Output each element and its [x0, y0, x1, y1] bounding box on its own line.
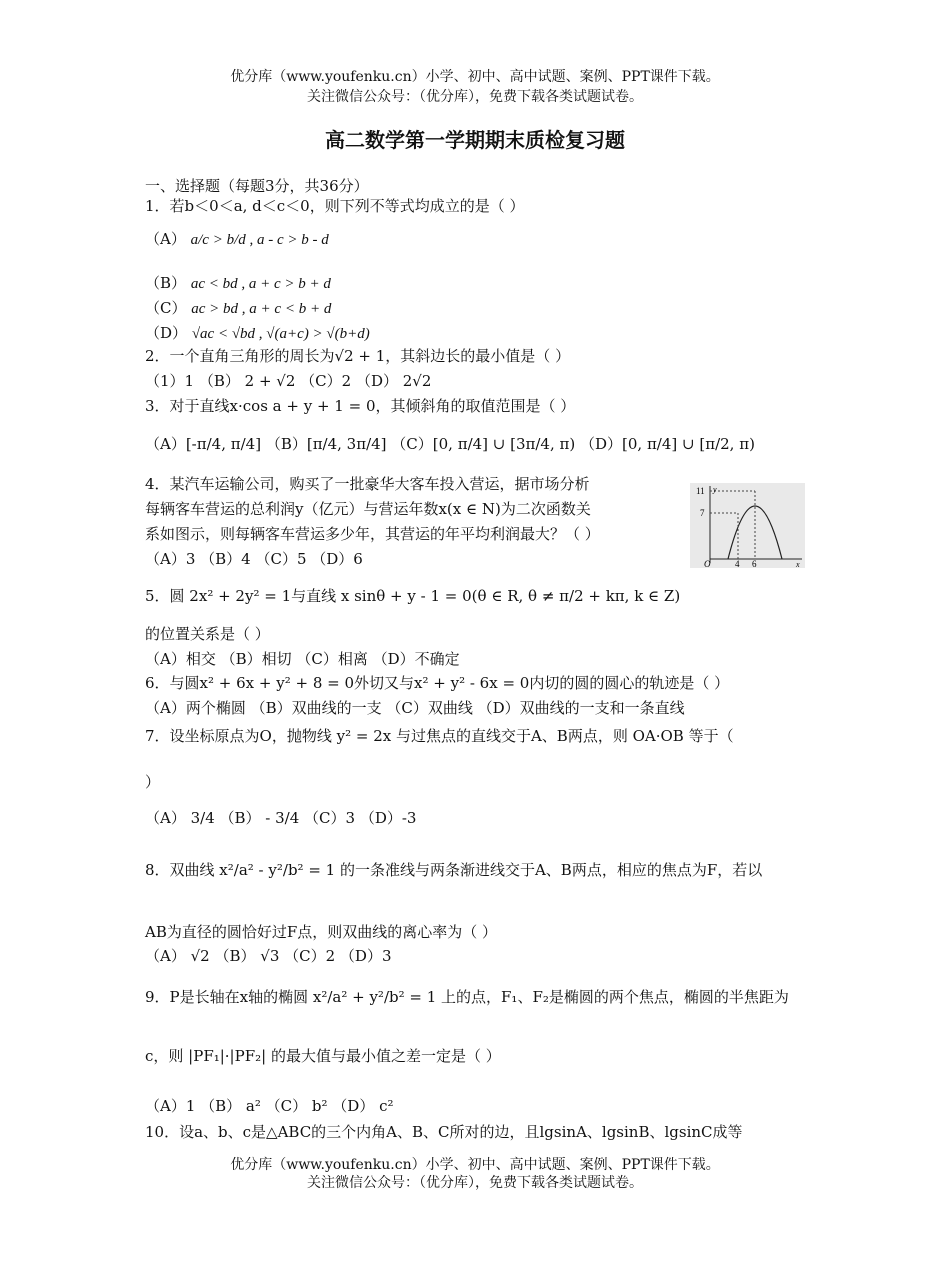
q3-options: （A）[-π/4, π/4] （B）[π/4, 3π/4] （C）[0, π/4] ∪ [3π/4, π) （D）[0, π/4] ∪ [π/2, π) [145, 435, 755, 453]
q2-options: （1）1 （B） 2 + √2 （C）2 （D） 2√2 [145, 372, 432, 390]
q1-a-label: （A） [145, 230, 186, 248]
q5-line-2: 的位置关系是（ ） [145, 625, 270, 643]
q4-options: （A）3 （B）4 （C）5 （D）6 [145, 550, 363, 568]
q2-stem: 2．一个直角三角形的周长为√2 + 1，其斜边长的最小值是（ ） [145, 347, 571, 365]
graph-label-11: 11 [696, 486, 705, 496]
q4-line-2: 每辆客车营运的总利润y（亿元）与营运年数x(x ∈ N)为二次函数关 [145, 500, 591, 518]
q8-line-2: AB为直径的圆恰好过F点，则双曲线的离心率为（ ） [145, 923, 498, 941]
q1-option-a [145, 228, 329, 251]
q5-options: （A）相交 （B）相切 （C）相离 （D）不确定 [145, 650, 460, 668]
q9-line-2: c，则 |PF₁|·|PF₂| 的最大值与最小值之差一定是（ ） [145, 1047, 501, 1065]
q1-b-text: ac < bd , a + c > b + d [190, 276, 331, 292]
q1-c-text: ac > bd , a + c < b + d [191, 301, 332, 317]
q1-option-c [145, 297, 331, 320]
graph-label-x: x [796, 560, 800, 568]
section-heading: 一、选择题（每题3分，共36分） [145, 177, 369, 195]
page-title: 高二数学第一学期期末质检复习题 [325, 128, 625, 152]
q1-b-label: （B） [145, 274, 187, 292]
q1-c-label: （C） [145, 299, 187, 317]
q1-stem: 1．若b＜0＜a, d＜c＜0，则下列不等式均成立的是（ ） [145, 197, 525, 215]
graph-label-y: y [713, 485, 717, 494]
graph-label-6: 6 [752, 559, 757, 568]
graph-label-7: 7 [700, 508, 705, 518]
q4-line-1: 4．某汽车运输公司，购买了一批豪华大客车投入营运，据市场分析 [145, 475, 590, 493]
q5-line-1: 5．圆 2x² + 2y² = 1与直线 x sinθ + y - 1 = 0(θ ∈ R, θ ≠ π/2 + kπ, k ∈ Z) [145, 587, 681, 605]
q7-stem: 7．设坐标原点为O，抛物线 y² = 2x 与过焦点的直线交于A、B两点，则 OA·OB 等于（ [145, 727, 734, 745]
q6-stem: 6．与圆x² + 6x + y² + 8 = 0外切又与x² + y² - 6x = 0内切的圆的圆心的轨迹是（ ） [145, 674, 730, 692]
q1-a-text: a/c > b/d , a - c > b - d [190, 232, 329, 248]
footer-line-1: 优分库（www.youfenku.cn）小学、初中、高中试题、案例、PPT课件下载。 [230, 1157, 720, 1173]
q9-line-1: 9．P是长轴在x轴的椭圆 x²/a² + y²/b² = 1 上的点，F₁、F₂是椭圆的两个焦点，椭圆的半焦距为 [145, 988, 789, 1006]
graph-label-4: 4 [735, 559, 740, 568]
q4-line-3: 系如图示，则每辆客车营运多少年，其营运的年平均利润最大？（ ） [145, 525, 600, 543]
header-line-1: 优分库（www.youfenku.cn）小学、初中、高中试题、案例、PPT课件下载。 [230, 69, 720, 85]
q6-options: （A）两个椭圆 （B）双曲线的一支 （C）双曲线 （D）双曲线的一支和一条直线 [145, 699, 685, 717]
profit-graph-svg [690, 483, 805, 568]
q1-option-d [145, 322, 370, 345]
q8-options: （A） √2 （B） √3 （C）2 （D）3 [145, 947, 392, 965]
q1-d-text: √ac < √bd , √(a+c) > √(b+d) [191, 326, 370, 342]
profit-graph [690, 483, 805, 568]
footer-line-2: 关注微信公众号：（优分库），免费下载各类试题试卷。 [307, 1175, 643, 1191]
header-line-2: 关注微信公众号：（优分库），免费下载各类试题试卷。 [307, 89, 643, 105]
graph-label-origin: O [704, 559, 711, 568]
q8-line-1: 8．双曲线 x²/a² - y²/b² = 1 的一条准线与两条渐进线交于A、B两点，相应的焦点为F，若以 [145, 861, 763, 879]
q3-stem: 3．对于直线x·cos a + y + 1 = 0，其倾斜角的取值范围是（ ） [145, 397, 576, 415]
q7-close: ） [145, 773, 161, 791]
q1-d-label: （D） [145, 324, 188, 342]
q10-line-1: 10．设a、b、c是△ABC的三个内角A、B、C所对的边，且lgsinA、lgsinB、lgsinC成等 [145, 1123, 743, 1141]
q1-option-b [145, 272, 331, 295]
q9-options: （A）1 （B） a² （C） b² （D） c² [145, 1097, 394, 1115]
q7-options: （A） 3/4 （B） - 3/4 （C）3 （D）-3 [145, 809, 417, 827]
